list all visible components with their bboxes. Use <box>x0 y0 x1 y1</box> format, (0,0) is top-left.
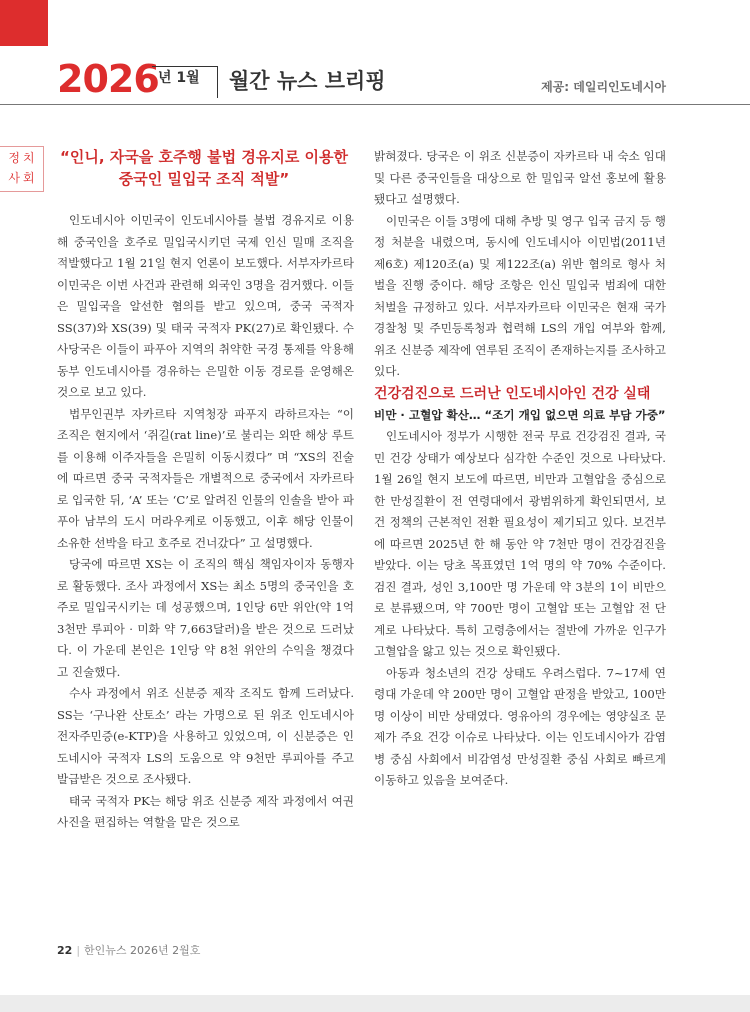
page-number: 22 <box>57 944 73 957</box>
page-footer <box>57 943 200 959</box>
article-headline: “인니, 자국을 호주행 불법 경유지로 이용한 중국인 밀입국 조직 적발” <box>60 148 348 188</box>
left-column <box>57 210 354 834</box>
article-paragraph: 인도네시아 정부가 시행한 전국 무료 건강검진 결과, 국민 건강 상태가 예상보다 심각한 수준인 것으로 나타났다. 1월 26일 현지 보도에 따르면, 비만과 고혈압을 중심으로 한 만성질환이 전 연령대에서 광범위하게 확인되면서, 보건 정책의 근본적인 전환 필요성이 제기되고 있다. 보건부에 따르면 2025년 한 해 동안 약 7천만 명이 건강검진을 받았다. 이는 당초 목표였던 1억 명의 약 70% 수준이다. 검진 결과, 성인 3,100만 명 가운데 약 3분의 1이 비만으로 분류됐으며, 약 700만 명이 고혈압 또는 고혈압 전 단계로 나타났다. 특히 고령층에서는 절반에 가까운 인구가 고혈압을 앓고 있는 것으로 확인됐다. <box>374 429 666 658</box>
article-paragraph: 이민국은 이들 3명에 대해 추방 및 영구 입국 금지 등 행정 처분을 내렸으며, 동시에 인도네시아 이민법(2011년 제6호) 제120조(a) 및 제122조(a) 위반 혐의로 형사 처벌을 진행 중이다. 해당 조항은 인신 밀입국 범죄에 대한 처벌을 규정하고 있다. 서부자카르타 이민국은 현재 국가경찰청 및 주민등록청과 협력해 LS의 개입 여부와 함께, 위조 신분증 제작에 연루된 조직이 존재하는지를 조사하고 있다. <box>374 213 666 378</box>
article-paragraph: 당국에 따르면 XS는 이 조직의 핵심 책임자이자 동행자로 활동했다. 조사 과정에서 XS는 최소 5명의 중국인을 호주로 밀입국시키는 데 성공했으며, 1인당 6만 위안(약 1억3천만 루피아 · 미화 약 7,663달러)을 받은 것으로 드러났다. 이 가운데 본인은 1인당 약 8천 위안의 수익을 챙겼다고 진술했다. <box>57 557 354 679</box>
section-label: 정치 사회 <box>8 151 38 185</box>
article-paragraph: 아동과 청소년의 건강 상태도 우려스럽다. 7~17세 연령대 가운데 약 200만 명이 고혈압 판정을 받았고, 100만 명 이상이 비만 상태였다. 영유아의 경우에는 영양실조 문제가 주요 건강 이슈로 나타났다. 이는 인도네시아가 감염병 중심 사회에서 비감염성 만성질환 중심 사회로 빠르게 이동하고 있음을 보여준다. <box>374 665 666 787</box>
top-strip <box>48 0 750 46</box>
footer-separator: | <box>76 944 81 957</box>
source-credit: 제공: 데일리인도네시아 <box>541 80 666 94</box>
article-paragraph: 법무인권부 자카르타 지역청장 파푸지 라하르자는 “이 조직은 현지에서 ‘쥐길(rat line)’로 불리는 외딴 해상 루트를 이용해 이주자들을 은밀히 이동시켰다” 며 “XS의 진술에 따르면 중국 국적자들은 개별적으로 중국에서 자카르타로 입국한 뒤, ‘A’ 또는 ‘C’로 알려진 인물의 인솔을 받아 파푸아 남부의 도시 머라우케로 이동했고, 이후 해당 인물이 소유한 선박을 타고 호주로 건너갔다” 고 설명했다. <box>57 406 354 550</box>
article-kicker: 비만 · 고혈압 확산… “조기 개입 없으면 의료 부담 가중” <box>374 407 666 422</box>
section-subheading: 건강검진으로 드러난 인도네시아인 건강 실태 <box>374 385 651 402</box>
article-paragraph: 태국 국적자 PK는 해당 위조 신분증 제작 과정에서 여권 사진을 편집하는 역할을 맡은 것으로 <box>57 793 354 829</box>
publication-name: 한인뉴스 2026년 2월호 <box>84 944 201 957</box>
page-title: 월간 뉴스 브리핑 <box>229 69 386 93</box>
header-divider <box>0 104 750 105</box>
article-paragraph: 수사 과정에서 위조 신분증 제작 조직도 함께 드러났다. SS는 ‘구나완 산토소’ 라는 가명으로 된 위조 인도네시아 전자주민증(e-KTP)을 사용하고 있었으며, 이 신분증은 인도네시아 국적자 LS의 도움으로 약 9천만 루피아를 주고 발급받은 것으로 조사됐다. <box>57 686 354 786</box>
issue-year: 2026 <box>57 57 159 101</box>
issue-month: 년 1월 <box>158 70 200 86</box>
article-paragraph: 밝혀졌다. 당국은 이 위조 신분증이 자카르타 내 숙소 임대 및 다른 중국인들을 대상으로 한 밀입국 알선 홍보에 활용됐다고 설명했다. <box>374 149 666 206</box>
red-corner-tab <box>0 0 48 46</box>
article-paragraph: 인도네시아 이민국이 인도네시아를 불법 경유지로 이용해 중국인을 호주로 밀입국시키던 국제 인신 밀매 조직을 적발했다고 1월 21일 현지 언론이 보도했다. 서부자카르타 이민국은 이번 사건과 관련해 외국인 3명을 검거했다. 이들은 밀입국을 알선한 혐의를 받고 있으며, 중국 국적자 SS(37)와 XS(39) 및 태국 국적자 PK(27)로 확인됐다. 수사당국은 이들이 파푸아 지역의 취약한 국경 통제를 악용해 동부 인도네시아를 경유하는 은밀한 이동 경로를 운영해온 것으로 보고 있다. <box>57 213 354 399</box>
right-column <box>374 146 666 792</box>
